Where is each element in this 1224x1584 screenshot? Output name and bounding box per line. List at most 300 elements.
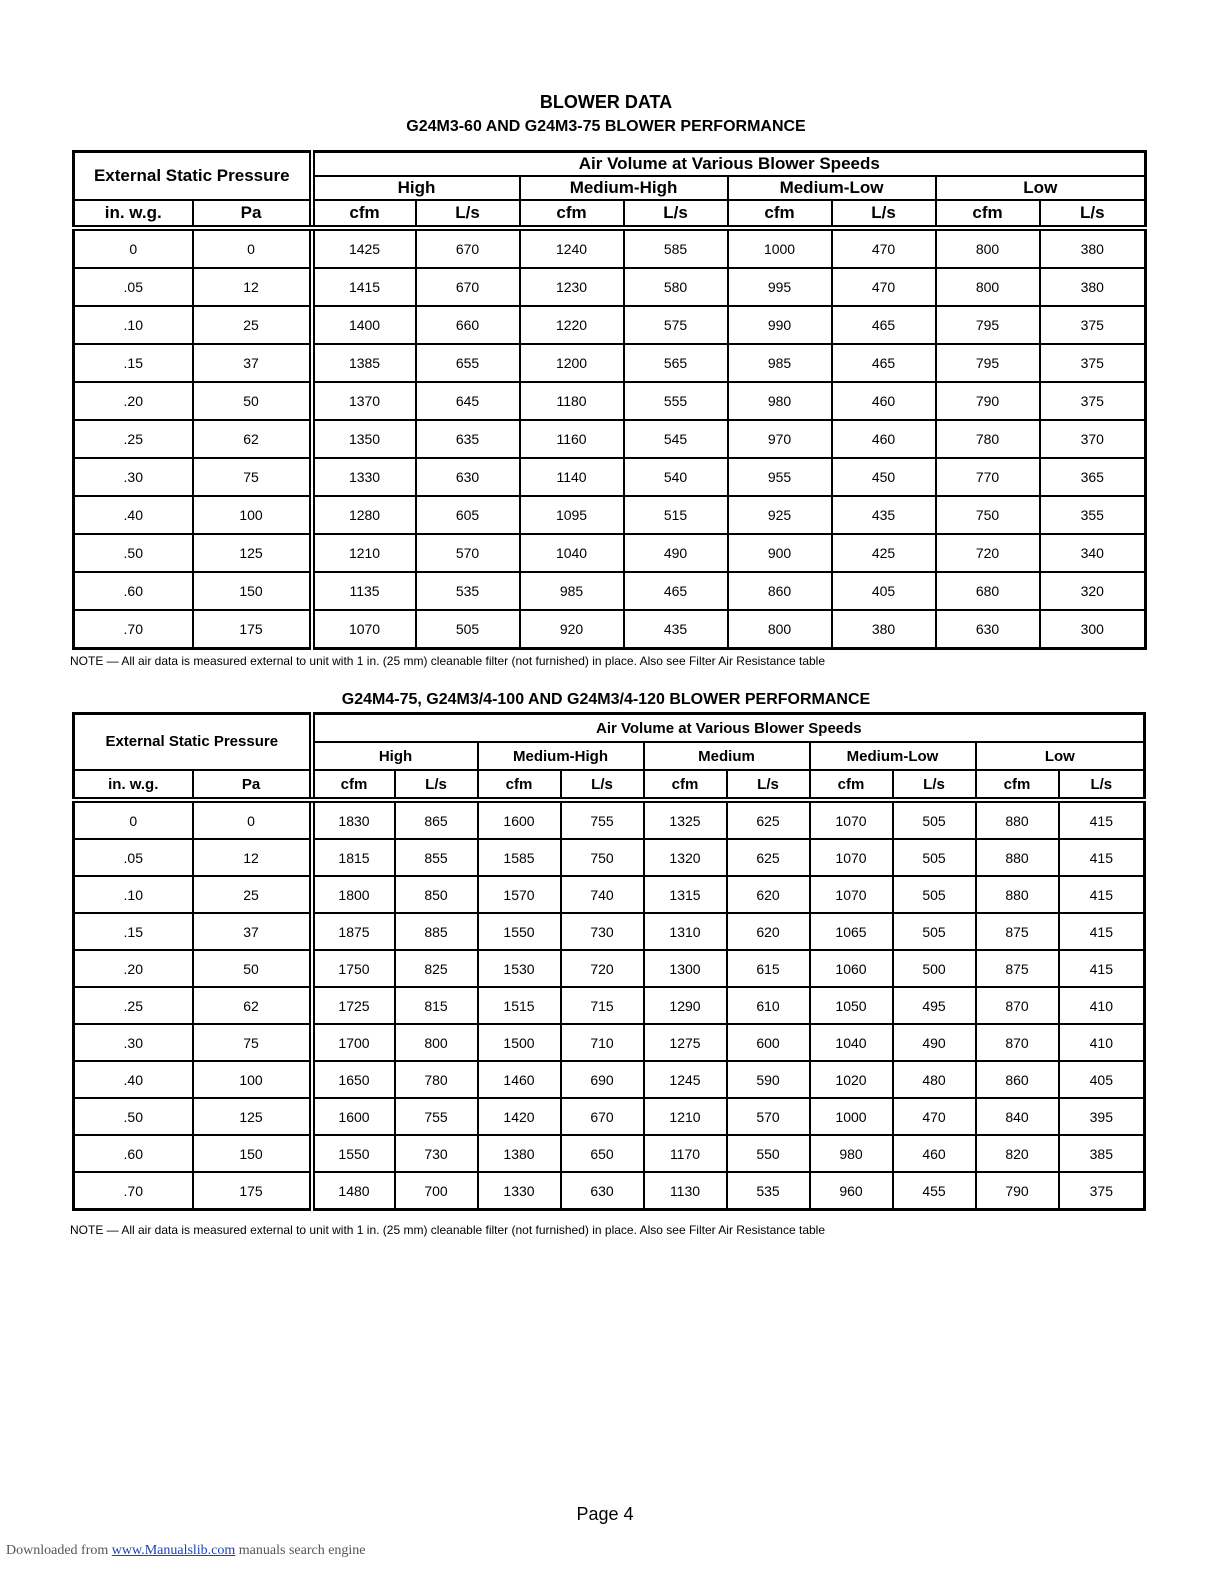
table-cell: 1650 [312,1061,395,1098]
table-cell: 670 [561,1098,644,1135]
table-cell: 865 [395,800,478,839]
speed-header: High [312,742,478,770]
table-cell: .60 [74,572,193,610]
table-cell: 375 [1059,1172,1145,1210]
table-cell: 1070 [810,839,893,876]
table-cell: 1350 [312,420,416,458]
unit-header: L/s [893,770,976,800]
footer-suffix: manuals search engine [235,1543,366,1558]
table-cell: 555 [624,382,728,420]
table-cell: 0 [193,228,312,268]
table-cell: 480 [893,1061,976,1098]
unit-header: L/s [561,770,644,800]
table-cell: 505 [893,800,976,839]
table-cell: .15 [74,913,193,950]
table-cell: 470 [832,268,936,306]
speed-header: Medium-High [520,176,728,200]
table-cell: 720 [936,534,1040,572]
table-cell: 755 [561,800,644,839]
table-cell: 610 [727,987,810,1024]
table-cell: 1095 [520,496,624,534]
table-cell: 425 [832,534,936,572]
table-cell: 1210 [644,1098,727,1135]
table-cell: 700 [395,1172,478,1210]
table-cell: 375 [1040,344,1146,382]
table-cell: 680 [936,572,1040,610]
table-cell: 500 [893,950,976,987]
table-cell: 62 [193,420,312,458]
table-cell: .05 [74,839,193,876]
table-cell: 1815 [312,839,395,876]
table-cell: 780 [395,1061,478,1098]
table-cell: 415 [1059,839,1145,876]
table-cell: 850 [395,876,478,913]
table-cell: 1245 [644,1061,727,1098]
table-cell: 880 [976,839,1059,876]
table-cell: 320 [1040,572,1146,610]
table-cell: 815 [395,987,478,1024]
table-cell: .40 [74,496,193,534]
table-cell: .50 [74,534,193,572]
table-row [74,913,1145,950]
table-cell: 1170 [644,1135,727,1172]
table-cell: 820 [976,1135,1059,1172]
table-cell: 340 [1040,534,1146,572]
table-cell: 150 [193,1135,312,1172]
table-cell: 125 [193,1098,312,1135]
table-cell: 1230 [520,268,624,306]
table-cell: 470 [893,1098,976,1135]
table-cell: 800 [936,268,1040,306]
table-cell: .15 [74,344,193,382]
table-cell: 730 [561,913,644,950]
table-cell: 0 [74,800,193,839]
table-cell: 620 [727,876,810,913]
table-cell: 1070 [810,800,893,839]
table-cell: 62 [193,987,312,1024]
table-cell: 1515 [478,987,561,1024]
table-cell: 870 [976,1024,1059,1061]
table-cell: 460 [832,420,936,458]
table-cell: 795 [936,306,1040,344]
table-cell: .60 [74,1135,193,1172]
table-cell: 1210 [312,534,416,572]
table-cell: 1070 [312,610,416,649]
blower-performance-table-2 [72,712,1146,1211]
table-cell: .25 [74,987,193,1024]
table-row [74,876,1145,913]
unit-header: cfm [312,770,395,800]
table-cell: 1750 [312,950,395,987]
table2-caption: G24M4-75, G24M3/4-100 AND G24M3/4-120 BLOWER PERFORMANCE [341,691,871,708]
table-cell: 1570 [478,876,561,913]
table-cell: 1480 [312,1172,395,1210]
table-cell: 780 [936,420,1040,458]
table-cell: 670 [416,228,520,268]
unit-header: L/s [395,770,478,800]
table-cell: 1315 [644,876,727,913]
table-cell: 465 [832,344,936,382]
table-cell: 50 [193,382,312,420]
footer-link[interactable]: www.Manualslib.com [111,1543,236,1558]
table-cell: 505 [893,876,976,913]
table-row [74,987,1145,1024]
table-cell: 385 [1059,1135,1145,1172]
table-cell: 150 [193,572,312,610]
table-cell: 900 [728,534,832,572]
table-row [74,1098,1145,1135]
table-cell: 1330 [478,1172,561,1210]
table-row [74,839,1145,876]
table-cell: 1300 [644,950,727,987]
unit-header: L/s [832,200,936,228]
table-cell: 1050 [810,987,893,1024]
table-cell: 1040 [810,1024,893,1061]
table-cell: 375 [1040,382,1146,420]
table-cell: 465 [624,572,728,610]
unit-header: Pa [193,770,312,800]
page-title: BLOWER DATA [539,92,673,112]
table-cell: 795 [936,344,1040,382]
table-cell: 1330 [312,458,416,496]
speed-header: Medium [644,742,810,770]
table-cell: .20 [74,382,193,420]
table-cell: 0 [193,800,312,839]
table-cell: 860 [728,572,832,610]
footer-prefix: Downloaded from [6,1543,112,1558]
table-cell: 1380 [478,1135,561,1172]
table-cell: 1830 [312,800,395,839]
table-cell: 630 [561,1172,644,1210]
table-cell: 1500 [478,1024,561,1061]
table-cell: 1060 [810,950,893,987]
table-cell: 625 [727,800,810,839]
table-cell: 590 [727,1061,810,1098]
table-cell: 545 [624,420,728,458]
table-row [74,420,1146,458]
table-cell: 450 [832,458,936,496]
unit-header: cfm [312,200,416,228]
table-cell: .10 [74,876,193,913]
table-cell: 690 [561,1061,644,1098]
speed-header: Medium-High [478,742,644,770]
table-cell: 1000 [728,228,832,268]
table-row [74,382,1146,420]
table-row [74,496,1146,534]
table-cell: 720 [561,950,644,987]
table-cell: 1460 [478,1061,561,1098]
table-cell: 1600 [478,800,561,839]
table-cell: 920 [520,610,624,649]
table-cell: .20 [74,950,193,987]
table-cell: 645 [416,382,520,420]
blower-performance-table-1 [72,150,1147,650]
air-volume-header: Air Volume at Various Blower Speeds [312,152,1146,177]
table-cell: 1425 [312,228,416,268]
table-cell: 755 [395,1098,478,1135]
table-cell: 370 [1040,420,1146,458]
table-cell: 1275 [644,1024,727,1061]
table1-body [74,228,1146,649]
table-cell: 75 [193,458,312,496]
table-row [74,1061,1145,1098]
table-cell: 855 [395,839,478,876]
table-row [74,610,1146,649]
table-cell: 415 [1059,950,1145,987]
table-cell: 870 [976,987,1059,1024]
table-cell: 1220 [520,306,624,344]
table-cell: 465 [832,306,936,344]
table-cell: 875 [976,950,1059,987]
table-cell: 990 [728,306,832,344]
table-cell: 880 [976,800,1059,839]
table-cell: 1240 [520,228,624,268]
table-cell: 1320 [644,839,727,876]
table-cell: 1040 [520,534,624,572]
speed-header: Low [976,742,1145,770]
page-number: Page 4 [576,1504,634,1524]
table-cell: 490 [893,1024,976,1061]
table-cell: 635 [416,420,520,458]
table-cell: 570 [416,534,520,572]
table-cell: 625 [727,839,810,876]
table-cell: 1065 [810,913,893,950]
unit-header: L/s [1040,200,1146,228]
table-cell: 1135 [312,572,416,610]
table-cell: 25 [193,306,312,344]
table-cell: 1140 [520,458,624,496]
table-cell: 100 [193,1061,312,1098]
table-cell: 1130 [644,1172,727,1210]
table-cell: 630 [936,610,1040,649]
table-cell: 960 [810,1172,893,1210]
esp-header: External Static Pressure [74,714,312,771]
table-cell: 1400 [312,306,416,344]
table-cell: 1070 [810,876,893,913]
table-cell: 985 [520,572,624,610]
table-cell: 1800 [312,876,395,913]
table-cell: 12 [193,839,312,876]
table-cell: 1420 [478,1098,561,1135]
unit-header: L/s [1059,770,1145,800]
table-cell: 410 [1059,987,1145,1024]
table-row [74,534,1146,572]
table-cell: 515 [624,496,728,534]
table-cell: 395 [1059,1098,1145,1135]
table-cell: 405 [832,572,936,610]
table-cell: 620 [727,913,810,950]
table-cell: 750 [936,496,1040,534]
table-cell: 415 [1059,800,1145,839]
table-cell: 875 [976,913,1059,950]
table-cell: 790 [936,382,1040,420]
unit-header: cfm [478,770,561,800]
table-cell: 985 [728,344,832,382]
table-cell: 1290 [644,987,727,1024]
table-cell: 970 [728,420,832,458]
table-cell: 550 [727,1135,810,1172]
table-cell: 25 [193,876,312,913]
table-cell: 600 [727,1024,810,1061]
table-cell: 1180 [520,382,624,420]
table-cell: 575 [624,306,728,344]
table-cell: 460 [893,1135,976,1172]
table-cell: 1725 [312,987,395,1024]
table-cell: 955 [728,458,832,496]
table-cell: 1370 [312,382,416,420]
table-cell: 925 [728,496,832,534]
table-row [74,1024,1145,1061]
unit-header: L/s [727,770,810,800]
table-cell: 505 [893,913,976,950]
table-cell: 570 [727,1098,810,1135]
table-cell: 50 [193,950,312,987]
table2-body [74,800,1145,1210]
table-cell: 1530 [478,950,561,987]
table-row [74,228,1146,268]
table-row [74,1135,1145,1172]
table-cell: 800 [936,228,1040,268]
table-cell: 125 [193,534,312,572]
table-cell: .40 [74,1061,193,1098]
table-cell: 980 [728,382,832,420]
table-cell: 860 [976,1061,1059,1098]
table-cell: 435 [624,610,728,649]
table-cell: 770 [936,458,1040,496]
table-cell: 730 [395,1135,478,1172]
table-cell: 455 [893,1172,976,1210]
table-cell: 540 [624,458,728,496]
download-footer [6,1543,366,1559]
table-row [74,572,1146,610]
table-cell: .25 [74,420,193,458]
speed-header: High [312,176,520,200]
table-cell: 460 [832,382,936,420]
table-cell: 405 [1059,1061,1145,1098]
speed-header: Medium-Low [810,742,976,770]
table-cell: 300 [1040,610,1146,649]
table-cell: 1280 [312,496,416,534]
table-cell: 615 [727,950,810,987]
table-cell: 365 [1040,458,1146,496]
unit-header: cfm [644,770,727,800]
table-cell: .30 [74,458,193,496]
table1-note: NOTE — All air data is measured external to unit with 1 in. (25 mm) cleanable filter (not furnished) in place. Also see Filter Air Resistance table [70,654,826,668]
table-cell: 750 [561,839,644,876]
unit-header: L/s [624,200,728,228]
table-cell: 840 [976,1098,1059,1135]
table-cell: 1325 [644,800,727,839]
unit-header: cfm [976,770,1059,800]
table-cell: 580 [624,268,728,306]
table-row [74,1172,1145,1210]
table-cell: 100 [193,496,312,534]
table-cell: .05 [74,268,193,306]
table-cell: 415 [1059,876,1145,913]
table-cell: 980 [810,1135,893,1172]
table-cell: 175 [193,610,312,649]
table-cell: 37 [193,344,312,382]
table-row [74,268,1146,306]
table-cell: 1600 [312,1098,395,1135]
table-cell: 435 [832,496,936,534]
table-cell: 740 [561,876,644,913]
table-cell: .30 [74,1024,193,1061]
table-cell: 885 [395,913,478,950]
table2-note: NOTE — All air data is measured external to unit with 1 in. (25 mm) cleanable filter (not furnished) in place. Also see Filter Air Resistance table [70,1223,826,1237]
table-row [74,306,1146,344]
table-cell: 505 [893,839,976,876]
table-row [74,800,1145,839]
table-cell: 650 [561,1135,644,1172]
table-cell: 710 [561,1024,644,1061]
esp-header: External Static Pressure [74,152,312,201]
table-row [74,458,1146,496]
table-cell: 1415 [312,268,416,306]
table-cell: 1385 [312,344,416,382]
table1-caption: G24M3-60 AND G24M3-75 BLOWER PERFORMANCE [406,118,806,135]
table-cell: .50 [74,1098,193,1135]
table-cell: 535 [416,572,520,610]
unit-header: in. w.g. [74,770,193,800]
table-cell: 800 [728,610,832,649]
unit-header: Pa [193,200,312,228]
table-cell: 1020 [810,1061,893,1098]
table-cell: 995 [728,268,832,306]
table-cell: 1000 [810,1098,893,1135]
table-cell: 800 [395,1024,478,1061]
table-cell: 380 [832,610,936,649]
unit-header: in. w.g. [74,200,193,228]
table-cell: 0 [74,228,193,268]
table-cell: 490 [624,534,728,572]
unit-header: cfm [728,200,832,228]
table-cell: 495 [893,987,976,1024]
speed-header: Medium-Low [728,176,936,200]
table-cell: 415 [1059,913,1145,950]
table-cell: .70 [74,1172,193,1210]
table-cell: 375 [1040,306,1146,344]
table-cell: 470 [832,228,936,268]
table-cell: 585 [624,228,728,268]
table-cell: .70 [74,610,193,649]
table-cell: 1160 [520,420,624,458]
table-cell: 715 [561,987,644,1024]
table-cell: 380 [1040,268,1146,306]
table-cell: 355 [1040,496,1146,534]
table-cell: 380 [1040,228,1146,268]
table-cell: 790 [976,1172,1059,1210]
table-cell: .10 [74,306,193,344]
table-cell: 410 [1059,1024,1145,1061]
table-cell: 37 [193,913,312,950]
unit-header: cfm [810,770,893,800]
table-cell: 660 [416,306,520,344]
table-cell: 175 [193,1172,312,1210]
unit-header: cfm [936,200,1040,228]
table-cell: 535 [727,1172,810,1210]
table-cell: 75 [193,1024,312,1061]
table-cell: 825 [395,950,478,987]
table-cell: 1585 [478,839,561,876]
table-row [74,950,1145,987]
table-cell: 655 [416,344,520,382]
table-cell: 1700 [312,1024,395,1061]
table-cell: 1310 [644,913,727,950]
table-cell: 1550 [312,1135,395,1172]
air-volume-header: Air Volume at Various Blower Speeds [312,714,1145,743]
table-cell: 880 [976,876,1059,913]
